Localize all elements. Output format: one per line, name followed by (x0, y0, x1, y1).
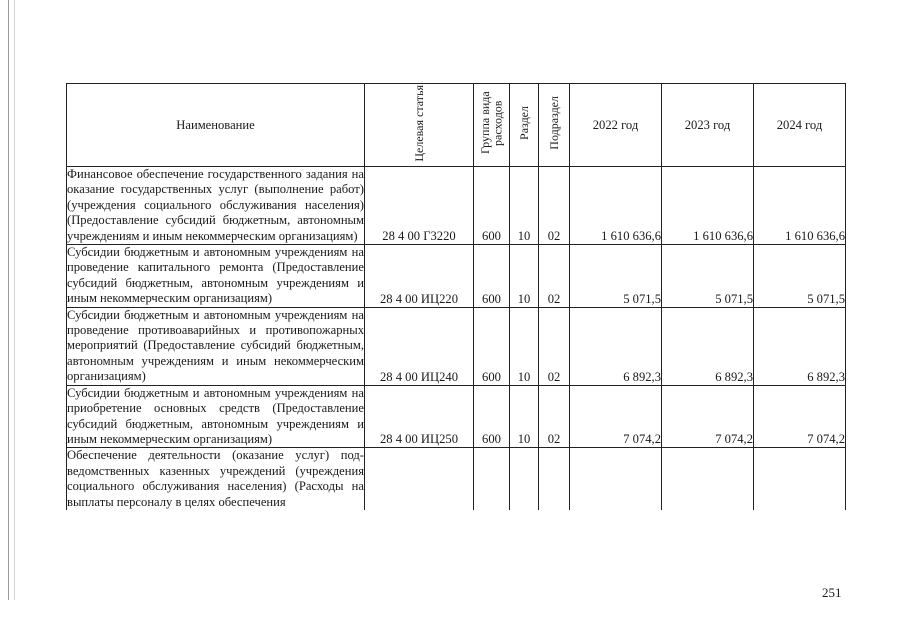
header-target-article: Целевая статья (365, 84, 474, 167)
row-section: 10 (510, 167, 539, 245)
row-expense-group: 600 (474, 385, 510, 448)
header-expense-group: Группа вида расходов (474, 84, 510, 167)
row-subsection: 02 (539, 245, 570, 308)
scan-edge-line (8, 0, 9, 600)
row-value-2024: 1 610 636,6 (754, 167, 846, 245)
header-name: Наименование (67, 84, 365, 167)
row-subsection: 02 (539, 307, 570, 385)
row-target-article: 28 4 00 ИЦ250 (365, 385, 474, 448)
table-row (67, 245, 846, 308)
table-header-row (67, 84, 846, 167)
row-section: 10 (510, 245, 539, 308)
row-section: 10 (510, 307, 539, 385)
table-row (67, 385, 846, 448)
row-section (510, 448, 539, 510)
table-row (67, 448, 846, 510)
header-subsection: Подраздел (539, 84, 570, 167)
row-target-article: 28 4 00 Г3220 (365, 167, 474, 245)
row-value-2024: 5 071,5 (754, 245, 846, 308)
budget-table (66, 83, 846, 510)
row-value-2022: 1 610 636,6 (570, 167, 662, 245)
row-name: Субсидии бюджетным и автономным учреждениям на проведение противоаварийных и противопожарных мероприятий (Предоставление субсидий бюджетным, автономным учреждениям и иным некоммерческим организациям) (67, 307, 364, 384)
row-value-2023: 5 071,5 (662, 245, 754, 308)
header-section: Раздел (510, 84, 539, 167)
row-value-2022: 5 071,5 (570, 245, 662, 308)
table-row (67, 307, 846, 385)
row-value-2024: 7 074,2 (754, 385, 846, 448)
header-year-2022: 2022 год (570, 84, 662, 167)
row-expense-group (474, 448, 510, 510)
row-value-2023: 7 074,2 (662, 385, 754, 448)
row-value-2022: 7 074,2 (570, 385, 662, 448)
row-subsection: 02 (539, 385, 570, 448)
page-number: 251 (822, 585, 842, 600)
row-section: 10 (510, 385, 539, 448)
row-expense-group: 600 (474, 167, 510, 245)
row-name: Субсидии бюджетным и автономным учреждениям на проведение капитального ремонта (Предоставление субсидий бюджетным, автономным учреждениям и иным некоммерческим организациям) (67, 245, 364, 306)
row-name: Финансовое обеспечение государственного задания на оказание государственных услуг (выполнение работ) (учреждения социального обслуживания населения) (Предоставление субсидий бюджетным, автономным учреждениям и иным некоммерческим организациям) (67, 167, 364, 243)
row-target-article (365, 448, 474, 510)
row-value-2023: 1 610 636,6 (662, 167, 754, 245)
row-value-2022 (570, 448, 662, 510)
row-name: Обеспечение деятельности (оказание услуг) подведомственных казенных учреждений (учреждения социального обслуживания населения) (Расходы на выплаты персоналу в целях обеспечения (67, 448, 364, 509)
row-target-article: 28 4 00 ИЦ220 (365, 245, 474, 308)
row-subsection (539, 448, 570, 510)
row-subsection: 02 (539, 167, 570, 245)
row-value-2023: 6 892,3 (662, 307, 754, 385)
row-value-2024: 6 892,3 (754, 307, 846, 385)
row-expense-group: 600 (474, 245, 510, 308)
row-value-2024 (754, 448, 846, 510)
row-expense-group: 600 (474, 307, 510, 385)
table-row (67, 167, 846, 245)
header-year-2023: 2023 год (662, 84, 754, 167)
row-value-2023 (662, 448, 754, 510)
header-year-2024: 2024 год (754, 84, 846, 167)
scan-edge-line (14, 0, 15, 600)
row-target-article: 28 4 00 ИЦ240 (365, 307, 474, 385)
row-name: Субсидии бюджетным и автономным учреждениям на приобретение основных средств (Предоставление субсидий бюджетным, автономным учреждениям и иным некоммерческим организациям) (67, 385, 364, 446)
row-value-2022: 6 892,3 (570, 307, 662, 385)
